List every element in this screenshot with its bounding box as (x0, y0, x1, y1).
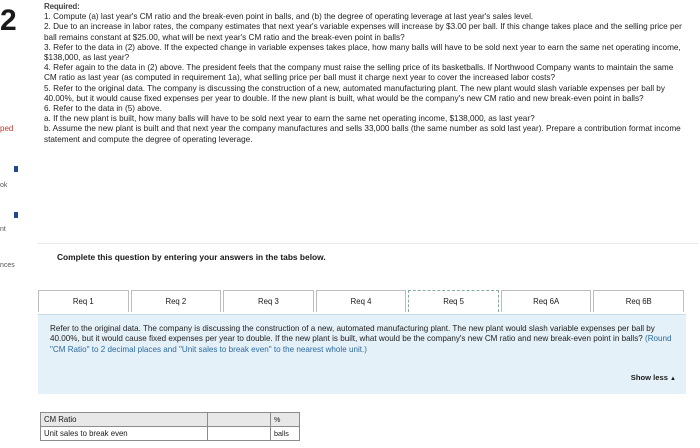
answer-table (40, 412, 300, 441)
requirement-item: 2. Due to an increase in labor rates, the company estimates that next year's variable expenses will increase by $3.00 per ball. If this change takes place and the selling price per ball remains constant at $25.00, what will be next year's CM ratio and the break-even point in balls? (44, 22, 682, 42)
section-divider (38, 243, 698, 244)
show-less-label: Show less (630, 372, 668, 382)
gutter-label-ok: ok (0, 182, 8, 189)
tab-req-5[interactable]: Req 5 (408, 290, 499, 312)
tab-req-1[interactable]: Req 1 (38, 290, 129, 312)
rounding-note: (Round "CM Ratio" to 2 decimal places and "Unit sales to break even" to the nearest whole unit.) (50, 334, 672, 354)
row-unit: balls (271, 427, 300, 441)
requirements-heading: Required: (44, 2, 80, 11)
gutter-label-ped: ped (0, 124, 14, 133)
requirements-text (44, 2, 684, 145)
gutter-marker (14, 212, 18, 218)
row-unit: % (271, 413, 300, 427)
requirement-item: 6. Refer to the data in (5) above. (44, 104, 162, 114)
tab-req-2[interactable]: Req 2 (131, 290, 222, 312)
instruction-text: Complete this question by entering your answers in the tabs below. (57, 252, 326, 262)
tab-req-3[interactable]: Req 3 (223, 290, 314, 312)
requirement-item: b. Assume the new plant is built and that next year the company manufactures and sells 33,000 balls (the same number as sold last year). Prepare a contribution format income statement and compute the degree of operating leverage. (44, 124, 681, 144)
requirement-item: a. If the new plant is built, how many balls will have to be sold next year to earn the same net operating income, $138,000, as last year? (44, 114, 535, 124)
table-row (41, 413, 300, 427)
tab-req-6a[interactable]: Req 6A (501, 290, 592, 312)
table-row (41, 427, 300, 441)
gutter-label-nces: nces (0, 262, 15, 269)
requirement-item: 4. Refer again to the data in (2) above. The president feels that the company must raise the selling price of its basketballs. If Northwood Company wants to maintain the same CM ratio as last year (as computed in requirement 1a), what selling price per ball must it charge next year to cover the increased labor costs? (44, 63, 674, 83)
gutter-marker (14, 166, 18, 172)
requirement-item: 1. Compute (a) last year's CM ratio and the break-even point in balls, and (b) the degree of operating leverage at last year's sales level. (44, 12, 534, 22)
triangle-up-icon: ▲ (670, 375, 676, 382)
cm-ratio-input[interactable] (208, 413, 271, 427)
left-gutter (0, 0, 26, 448)
requirement-tabs (38, 290, 686, 314)
question-text: Refer to the original data. The company is discussing the construction of a new, automated manufacturing plant. The new plant would slash variable expenses per ball by 40.00%, but it would cause fixed expenses per year to double. If the new plant is built, what would be the company's new CM ratio and new break-even point in balls? (50, 324, 655, 344)
tab-req-6b[interactable]: Req 6B (593, 290, 684, 312)
gutter-label-nt: nt (0, 226, 6, 233)
break-even-units-input[interactable] (208, 427, 271, 441)
requirement-item: 5. Refer to the original data. The company is discussing the construction of a new, automated manufacturing plant. The new plant would slash variable expenses per ball by 40.00%, but it would cause fixed expenses per year to double. If the new plant is built, what would be the company's new CM ratio and new break-even point in balls? (44, 83, 665, 103)
requirement-item: 3. Refer to the data in (2) above. If the expected change in variable expenses takes place, how many balls will have to be sold next year to earn the same net operating income, $138,000, as last year? (44, 42, 681, 63)
question-panel (38, 314, 686, 394)
question-number: 2 (0, 4, 17, 37)
tab-req-4[interactable]: Req 4 (316, 290, 407, 312)
row-label: Unit sales to break even (41, 427, 208, 441)
row-label: CM Ratio (41, 413, 208, 427)
show-less-button[interactable] (631, 373, 676, 384)
